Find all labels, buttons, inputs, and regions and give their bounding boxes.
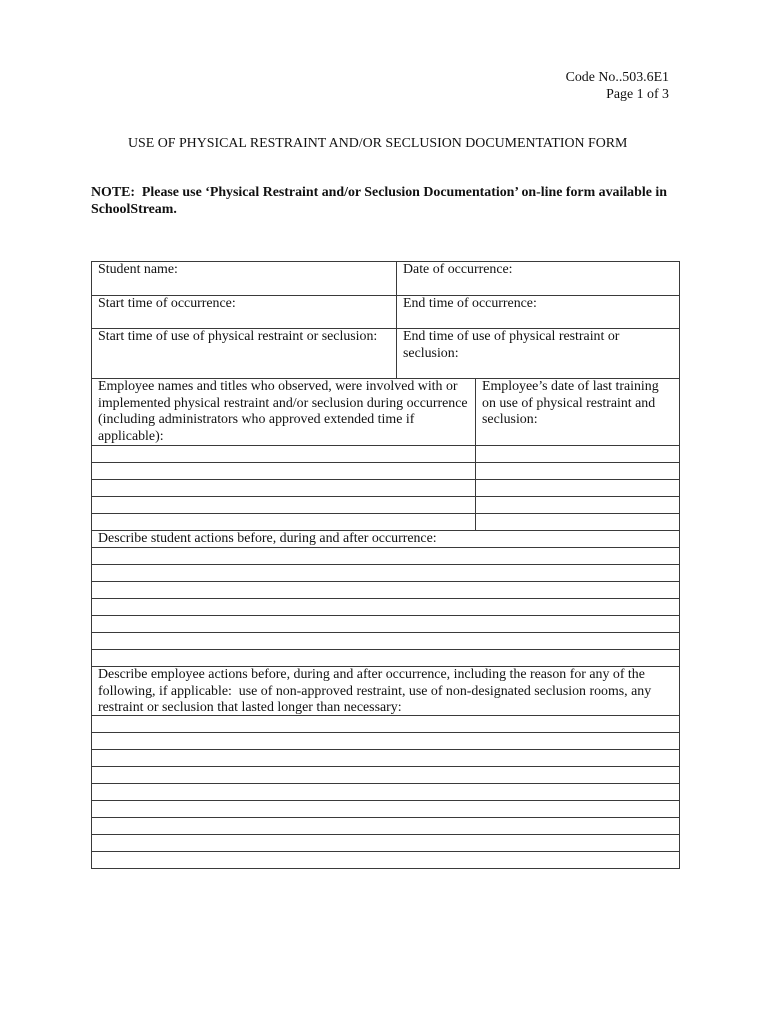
student-actions-line[interactable]: [92, 649, 679, 666]
employee-actions-line[interactable]: [92, 851, 679, 868]
date-of-occurrence-field[interactable]: [397, 262, 679, 295]
note: [91, 184, 667, 218]
restraint-end-time-label: End time of use of physical restraint or: [403, 329, 620, 344]
restraint-start-time-label: Start time of use of physical restraint or seclusion:: [98, 329, 378, 344]
employee-actions-line[interactable]: [92, 732, 679, 749]
student-actions-line[interactable]: [92, 632, 679, 649]
table-row: [92, 295, 679, 328]
table-row: [92, 479, 679, 496]
employee-actions-line[interactable]: [92, 834, 679, 851]
end-time-label: End time of occurrence:: [403, 296, 537, 311]
restraint-end-time-label: seclusion:: [403, 345, 459, 361]
employee-actions-line[interactable]: [92, 817, 679, 834]
employee-name-entry[interactable]: [92, 446, 476, 462]
student-actions-line[interactable]: [92, 564, 679, 581]
employee-actions-line[interactable]: [92, 766, 679, 783]
employee-names-label: implemented physical restraint and/or seclusion during occurrence: [98, 395, 468, 411]
note-line: SchoolStream.: [91, 202, 177, 217]
table-row: [92, 513, 679, 530]
employee-training-date-entry[interactable]: [476, 497, 679, 513]
table-row: [92, 530, 679, 547]
student-actions-line[interactable]: [92, 581, 679, 598]
student-name-field[interactable]: [92, 262, 397, 295]
employee-actions-line[interactable]: [92, 800, 679, 817]
employee-name-entry[interactable]: [92, 463, 476, 479]
employee-training-label: on use of physical restraint and: [482, 395, 656, 411]
employee-name-entry[interactable]: [92, 514, 476, 530]
student-name-label: Student name:: [98, 262, 178, 277]
employee-name-entry[interactable]: [92, 497, 476, 513]
employee-training-date-entry[interactable]: [476, 480, 679, 496]
restraint-end-time-field[interactable]: [397, 329, 679, 378]
employee-training-label: Employee’s date of last training: [482, 379, 659, 394]
student-actions-label: Describe student actions before, during and after occurrence:: [98, 531, 437, 546]
start-time-field[interactable]: [92, 296, 397, 328]
student-actions-line[interactable]: [92, 547, 679, 564]
table-row: [92, 378, 679, 445]
table-row: [92, 328, 679, 378]
table-row: [92, 462, 679, 479]
employee-actions-line[interactable]: [92, 715, 679, 732]
date-of-occurrence-label: Date of occurrence:: [403, 262, 513, 277]
student-actions-line[interactable]: [92, 615, 679, 632]
employee-training-header: [476, 379, 679, 445]
restraint-start-time-field[interactable]: [92, 329, 397, 378]
table-row: [92, 666, 679, 715]
employee-actions-line[interactable]: [92, 749, 679, 766]
employee-names-header: [92, 379, 476, 445]
employee-actions-header: [92, 667, 679, 715]
end-time-field[interactable]: [397, 296, 679, 328]
start-time-label: Start time of occurrence:: [98, 296, 236, 311]
table-row: [92, 496, 679, 513]
form-title: USE OF PHYSICAL RESTRAINT AND/OR SECLUSION DOCUMENTATION FORM: [128, 136, 628, 151]
student-actions-header: [92, 531, 679, 547]
employee-actions-label: Describe employee actions before, during and after occurrence, including the reason for any of the: [98, 667, 645, 682]
page-number: Page 1 of 3: [606, 87, 669, 102]
code-number: Code No..503.6E1: [565, 70, 669, 85]
employee-training-date-entry[interactable]: [476, 446, 679, 462]
employee-names-label: Employee names and titles who observed, were involved with or: [98, 379, 458, 394]
table-row: [92, 261, 679, 295]
employee-training-date-entry[interactable]: [476, 514, 679, 530]
employee-training-date-entry[interactable]: [476, 463, 679, 479]
employee-training-label: seclusion:: [482, 412, 538, 427]
note-line: NOTE: Please use ‘Physical Restraint and/or Seclusion Documentation’ on-line form available in: [91, 185, 667, 200]
documentation-table: [91, 261, 680, 869]
employee-actions-line[interactable]: [92, 783, 679, 800]
table-row: [92, 445, 679, 462]
employee-names-label: applicable):: [98, 428, 164, 444]
employee-names-label: (including administrators who approved extended time if: [98, 412, 415, 427]
employee-name-entry[interactable]: [92, 480, 476, 496]
employee-actions-label: restraint or seclusion that lasted longer than necessary:: [98, 700, 402, 715]
student-actions-line[interactable]: [92, 598, 679, 615]
employee-actions-label: following, if applicable: use of non-approved restraint, use of non-designated seclusion rooms, any: [98, 683, 652, 699]
